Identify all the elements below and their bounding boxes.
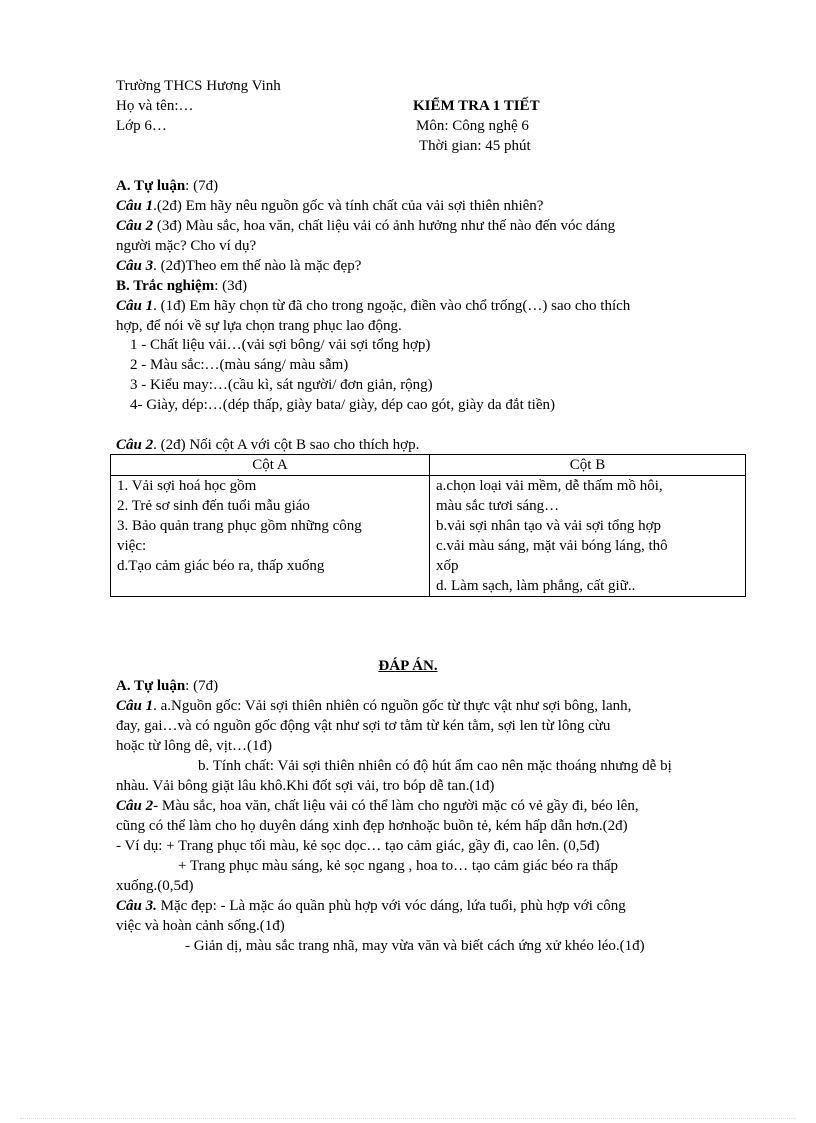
column-a-line: 3. Bảo quản trang phục gồm những công — [117, 518, 362, 534]
part-b-heading: B. Trắc nghiệm: (3đ) — [116, 278, 248, 294]
answer-1-line: nhàu. Vải bông giặt lâu khô.Khi đốt sợi vải, tro bóp dễ tan.(1đ) — [116, 778, 495, 794]
column-b-line: màu sắc tươi sáng… — [436, 498, 560, 514]
answer-1-line: b. Tính chất: Vải sợi thiên nhiên có độ hút ẩm cao nên mặc thoáng nhưng dễ bị — [198, 758, 672, 774]
option-item: 1 - Chất liệu vải…(vải sợi bông/ vải sợi tổng hợp) — [130, 337, 431, 353]
answer-2-line: + Trang phục màu sáng, kẻ sọc ngang , hoa to… tạo cảm giác béo ra thấp — [178, 858, 619, 874]
column-a-cell — [111, 476, 430, 597]
column-b-line: b.vải sợi nhân tạo và vải sợi tổng hợp — [436, 518, 662, 534]
column-b-header: Cột B — [430, 455, 746, 476]
time-label: Thời gian: 45 phút — [419, 138, 531, 154]
answer-1-line: Câu 1. a.Nguồn gốc: Vải sợi thiên nhiên có nguồn gốc từ thực vật như sợi bông, lanh, — [116, 698, 632, 714]
table-header-row — [111, 455, 746, 476]
answer-2-line: cũng có thể làm cho họ duyên dáng xinh đẹp hơnhoặc buồn tẻ, kém hấp dẫn hơn.(2đ) — [116, 818, 628, 834]
subject-label: Môn: Công nghệ 6 — [416, 118, 529, 134]
page-divider — [20, 1118, 796, 1119]
column-b-cell — [430, 476, 746, 597]
part-b-question-2: Câu 2. (2đ) Nối cột A với cột B sao cho thích hợp. — [116, 437, 420, 453]
column-b-line: c.vải màu sáng, mặt vải bóng láng, thô — [436, 538, 668, 554]
table-row — [111, 476, 746, 597]
answers-heading: A. Tự luận: (7đ) — [116, 678, 219, 694]
answer-1-line: đay, gai…và có nguồn gốc động vật như sợi tơ tằm từ kén tằm, sợi len từ lông cừu — [116, 718, 611, 734]
class-label: Lớp 6… — [116, 118, 167, 134]
answer-2-line: xuống.(0,5đ) — [116, 878, 194, 894]
option-item: 2 - Màu sắc:…(màu sáng/ màu sẫm) — [130, 357, 349, 373]
column-a-line: 1. Vải sợi hoá học gồm — [117, 478, 257, 494]
column-b-line: a.chọn loại vải mềm, dễ thấm mồ hôi, — [436, 478, 663, 494]
answer-2-line: - Ví dụ: + Trang phục tối màu, kẻ sọc dọc… tạo cảm giác, gầy đi, cao lên. (0,5đ) — [116, 838, 600, 854]
part-a-question-2-cont: người mặc? Cho ví dụ? — [116, 238, 257, 254]
part-a-heading: A. Tự luận: (7đ) — [116, 178, 219, 194]
answers-title: ĐÁP ÁN. — [378, 658, 438, 674]
column-b-line: xốp — [436, 558, 459, 574]
student-name-label: Họ và tên:… — [116, 98, 194, 114]
matching-table — [110, 454, 746, 597]
option-item: 4- Giày, dép:…(dép thấp, giày bata/ giày, dép cao gót, giày da đắt tiền) — [130, 397, 555, 413]
column-a-header: Cột A — [111, 455, 430, 476]
school-name: Trường THCS Hương Vinh — [116, 78, 281, 94]
answer-3-line: - Giản dị, màu sắc trang nhã, may vừa văn và biết cách ứng xử khéo léo.(1đ) — [185, 938, 645, 954]
answer-3-line: việc và hoàn cảnh sống.(1đ) — [116, 918, 285, 934]
part-a-question-1: Câu 1.(2đ) Em hãy nêu nguồn gốc và tính chất của vải sợi thiên nhiên? — [116, 198, 544, 214]
column-a-line: d.Tạo cảm giác béo ra, thấp xuống — [117, 558, 325, 574]
answer-1-line: hoặc từ lông dê, vịt…(1đ) — [116, 738, 273, 754]
option-item: 3 - Kiểu may:…(cầu kì, sát người/ đơn giản, rộng) — [130, 377, 433, 393]
column-b-line: d. Làm sạch, làm phẳng, cất giữ.. — [436, 578, 636, 594]
part-a-question-3: Câu 3. (2đ)Theo em thế nào là mặc đẹp? — [116, 258, 362, 274]
column-a-line: 2. Trẻ sơ sinh đến tuổi mẫu giáo — [117, 498, 310, 514]
part-a-question-2: Câu 2 (3đ) Màu sắc, hoa văn, chất liệu vải có ảnh hưởng như thế nào đến vóc dáng — [116, 218, 616, 234]
part-b-question-1: Câu 1. (1đ) Em hãy chọn từ đã cho trong ngoặc, điền vào chổ trống(…) sao cho thích — [116, 298, 631, 314]
column-a-line: việc: — [117, 538, 147, 554]
part-b-question-1-cont: hợp, để nói về sự lựa chọn trang phục lao động. — [116, 318, 402, 334]
answer-3-line: Câu 3. Mặc đẹp: - Là mặc áo quần phù hợp với vóc dáng, lứa tuổi, phù hợp với công — [116, 898, 626, 914]
answer-2-line: Câu 2- Màu sắc, hoa văn, chất liệu vải có thể làm cho người mặc có vẻ gầy đi, béo lên, — [116, 798, 639, 814]
exam-title: KIỂM TRA 1 TIẾT — [413, 98, 540, 114]
